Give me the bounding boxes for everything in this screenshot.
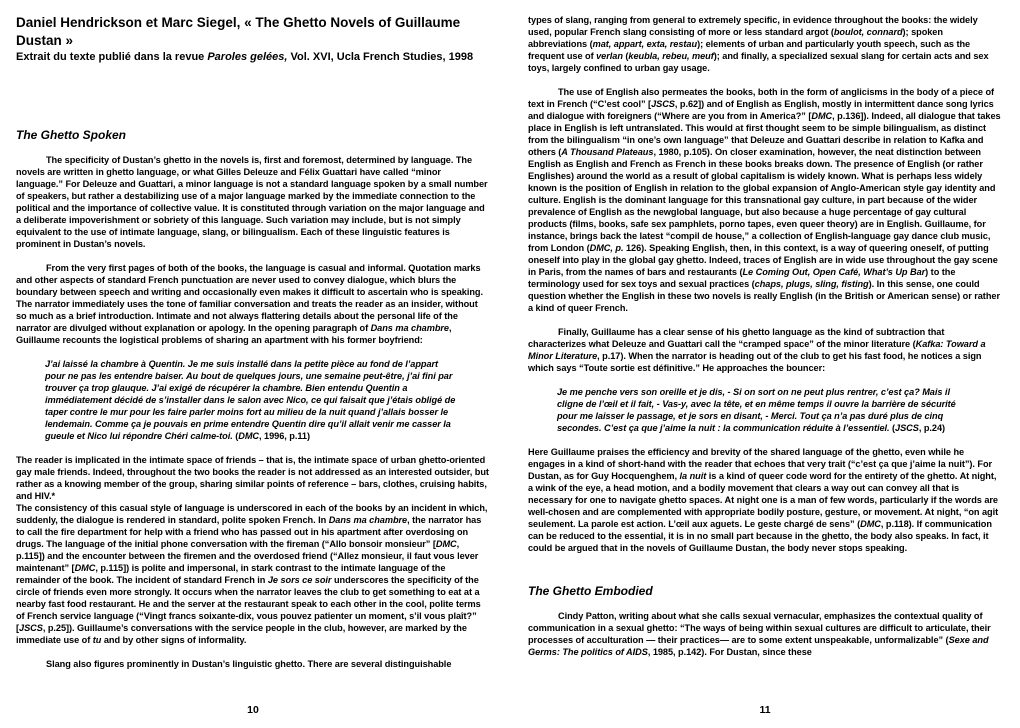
- text-segment: is a kind of queer code word for the entirety of the ghetto. At night, a wink of the eye, a head motion, and a bodily movement that clears a way out can convey all that is necessary for one to navigate ghetto spaces. At night one is a man of few words, particularly if the words are well-chosen and are complemented with appropriate bodily posture, gesture, or movement. At night, “on agit seulement. La parole est action. L’œil aux aguets. Le geste chargé de sens” (: [528, 471, 999, 529]
- italic-text: JSCS: [19, 623, 43, 633]
- page-number-right: 11: [759, 704, 771, 716]
- italic-text: la nuit: [679, 471, 707, 481]
- page-right: [528, 14, 1002, 722]
- italic-text: boulot, connard: [833, 27, 903, 37]
- text-segment: ) to the terminology used for sex toys and sexual practices (: [528, 267, 956, 289]
- text-segment: From the very first pages of both of the books, the language is casual and informal. Quotation marks and other aspects of standard French punctuation are never used to convey dialogue, which blurs the boundary between speech and writing and occasionally even makes it difficult to ascertain who is speaking. The narrator immediately uses the tone of familiar conversation and treats the reader as an insider, without so much as a brief introduction. Intimate and not always flattering details about the personal life of the narrator are divulged without explanation or apology. In the opening paragraph of: [16, 263, 483, 333]
- text-segment: and by other signs of informality.: [101, 635, 247, 645]
- page-number-left: 10: [247, 704, 259, 716]
- text-segment: , 1996, p.11): [259, 431, 310, 441]
- section-heading: [528, 584, 1002, 598]
- text-segment: Vol. XVI, Ucla French Studies, 1998: [287, 51, 474, 63]
- document-title: Daniel Hendrickson et Marc Siegel, « The Ghetto Novels of Guillaume Dustan »: [16, 15, 461, 48]
- paragraph: [528, 86, 1002, 314]
- text-segment: Cindy Patton, writing about what she calls sexual vernacular, emphasizes the contextual quality of communication in a sexual ghetto: “The ways of being within sexual cultures are difficult to articulate, their processes of acculturation — their practices— are to some extent unspeakable, unformalizable” (: [528, 611, 991, 645]
- italic-text: Dans ma chambre: [370, 323, 449, 333]
- text-segment: The specificity of Dustan’s ghetto in the novels is, first and foremost, determined by language. The novels are written in ghetto language, or what Gilles Deleuze and Félix Guattari have called “minor language.” For Deleuze and Guattari, a minor language is not a standard language spoken by a small number of speakers, but rather a destabilizing use of a major language marked by the immediate connection to the political and the importance of collective value. It is constituted through variation on the major language and a deliberate impoverishment or sobriety of this language. Such variation may include, but is not simply equivalent to the use of intimate language, slang, or bilingualism. Each of these linguistic features is prominent in Dustan’s novels.: [16, 155, 488, 249]
- text-segment: The Ghetto Spoken: [16, 128, 127, 142]
- text-segment: ). In this sense, one could question whether the English in these two novels is really English (in the British or American sense) or rather a kind of queer French.: [528, 279, 1000, 313]
- paragraph: [528, 14, 1002, 74]
- italic-text: tu: [92, 635, 102, 645]
- paragraph: [16, 454, 490, 502]
- section-heading: [16, 128, 490, 142]
- text-segment: (: [235, 431, 239, 441]
- text-segment: The consistency of this casual style of language is underscored in each of the books by an incident in which, suddenly, the dialogue is rendered in standard, polite spoken French. In: [16, 503, 488, 525]
- text-segment: types of slang, ranging from general to extremely specific, in evidence throughout the books: the widely used, popular French slang consisting of more or less standard argot (: [528, 15, 978, 37]
- page-right-content: [528, 14, 1002, 658]
- text-segment: , p.25]). Guillaume’s conversations with the service people in the club, however, are marked by the immediate use of: [16, 623, 467, 645]
- text-segment: Je me penche vers son oreille et je dis, - Si on sort on ne peut plus rentrer, c’est ça? Mais il cligne de l’œil et il fait, - Vas-y, avec la tête, et en même temps il ouvre la barrière de sécurité pour me laisser le passage, et je sors en disant, - Merci. Tout ça n’a pas duré plus de cinq secondes. C’est ça que j’aime la nuit : la communication réduite à l’essentiel.: [557, 387, 956, 433]
- text-segment: Finally, Guillaume has a clear sense of his ghetto language as the kind of subtraction that characterizes what Deleuze and Guattari call the “cramped space” of the minor literature (: [528, 327, 945, 349]
- text-segment: DMC: [238, 431, 260, 441]
- text-segment: Here Guillaume praises the efficiency and brevity of the shared language of the ghetto, even while he engages in a kind of short-hand with the reader that echoes that very trait (“c’est ça que j’aime la nuit”). For Dustan, as for Guy Hocquenghem,: [528, 447, 993, 481]
- text-segment: , p.136]). Indeed, all dialogue that takes place in English is left untranslated. This would at first thought seem to be simple bilingualism, as distinct from the bilingualism “in one’s own language” that Deleuze and Guattari describe in relation to Kafka and others (: [528, 111, 1001, 157]
- paragraph: [528, 610, 1002, 658]
- text-segment: The reader is implicated in the intimate space of friends – that is, the intimate space of urban ghetto-oriented gay male friends. Indeed, throughout the two books the reader is not addressed as an interested outsider, but rather as a knowing member of the group, sharing similar points of reference – bars, clothes, cruising habits, and HIV.*: [16, 455, 489, 501]
- italic-text: DMC: [435, 539, 457, 549]
- italic-text: Paroles gelées,: [207, 51, 288, 63]
- text-segment: ); elements of urban and particularly youth speech, such as the frequent use of: [528, 39, 971, 61]
- text-segment: JSCS: [895, 423, 919, 433]
- paragraph: [16, 154, 490, 250]
- italic-text: keubla, rebeu, meuf: [628, 51, 714, 61]
- italic-text: A Thousand Plateaus: [561, 147, 654, 157]
- italic-text: verlan: [596, 51, 623, 61]
- block-quote: [45, 358, 460, 442]
- text-segment: The use of English also permeates the books, both in the form of anglicisms in the body of a piece of text in French (“C’est cool” [: [528, 87, 995, 109]
- paragraph: [528, 326, 1002, 374]
- italic-text: DMC: [811, 111, 833, 121]
- page-header: [16, 14, 490, 65]
- italic-text: DMC: [74, 563, 96, 573]
- italic-text: Dans ma chambre: [328, 515, 408, 525]
- italic-text: mat, appart, exta, restau: [592, 39, 698, 49]
- italic-text: Le Coming Out, Open Café, What’s Up Bar: [742, 267, 926, 277]
- italic-text: JSCS: [651, 99, 675, 109]
- italic-text: DMC, p.: [589, 243, 624, 253]
- page-left: [16, 14, 490, 722]
- text-segment: , the narrator has to call the fire department for help with a friend who has passed out in his apartment after overdosing on drugs. The language of the initial phone conversation with the fireman (“Allo bonsoir monsieur” [: [16, 515, 482, 549]
- text-segment: , p.17). When the narrator is heading out of the club to get his fast food, he notices a sign which says “Toute sortie est définitive.” He approaches the bouncer:: [528, 351, 982, 373]
- text-segment: ); spoken abbreviations (: [528, 27, 943, 49]
- text-segment: underscores the specificity of the circle of friends even more strongly. It occurs when the narrator leaves the club to get something to eat at a nearby fast food restaurant. He and the server at the restaurant speak to each other in the cool, polite terms of French service language (“Vingt francs soixante-dix, vous pouvez patienter un moment, s’il vous plaît?” [: [16, 575, 481, 633]
- text-segment: Slang also figures prominently in Dustan’s linguistic ghetto. There are several distinguishable: [46, 659, 452, 669]
- text-segment: 126). Speaking English, then, in this context, is a way of queering oneself, of putting oneself into play in the global gay ghetto. Indeed, traces of English are in wide use throughout the gay scene in Paris, from the names of bars and restaurants (: [528, 243, 998, 277]
- paragraph: [528, 446, 1002, 554]
- italic-text: Kafka: Toward a Minor Literature: [528, 339, 986, 361]
- italic-text: Sexe and Germs: The politics of AIDS: [528, 635, 989, 657]
- paragraph: [16, 502, 490, 646]
- text-segment: , 1980, p.105). On closer examination, however, the neat distinction between English as English and French as French in these books breaks down. The presence of English (or rather Englishes) around the world as a result of global capitalism is widely known. What is perhaps less widely known is the position of English in relation to the global expansion of Anglo-American style gay identity and culture. English is the dominant language for this transnational gay culture, in part because of the wider prevalence of English as the newglobal language, but also because a huge percentage of gay cultural products (films, books, safe sex pamphlets, porno tapes, even queer theory) are in English. Guillaume, for instance, brings back the latest “compil de house,” a collection of English-language gay dance club music, from London (: [528, 147, 996, 253]
- document-subtitle: [16, 50, 490, 65]
- italic-text: chaps, plugs, sling, fisting: [754, 279, 869, 289]
- text-segment: Extrait du texte publié dans la revue: [16, 51, 208, 63]
- text-segment: , 1985, p.142). For Dustan, since these: [647, 647, 812, 657]
- text-segment: , p.118). If communication can be reduced to the essential, it is in no small part because in the ghetto, the body also speaks. In fact, it could be argued that in the novels of Guillaume Dustan, the body never stops speaking.: [528, 519, 992, 553]
- text-segment: (: [892, 423, 896, 433]
- italic-text: DMC: [860, 519, 881, 529]
- text-segment: , Guillaume recounts the logistical problems of sharing an apartment with his former boyfriend:: [16, 323, 452, 345]
- page-left-content: [16, 128, 490, 670]
- text-segment: , p.62]) and of English as English, mostly in intermittent dance song lyrics and dialogue with foreigners (“Where are you from in America?” [: [528, 99, 994, 121]
- text-segment: , p.115]) is polite and impersonal, in stark contrast to the intimate language of the remainder of the book. The incident of standard French in: [16, 563, 446, 585]
- paragraph: [16, 658, 490, 670]
- text-segment: (: [622, 51, 629, 61]
- text-segment: ); and finally, a specialized sexual slang for certain acts and sex toys, largely confined to urban gay usage.: [528, 51, 989, 73]
- block-quote: [557, 386, 972, 434]
- paragraph: [16, 262, 490, 346]
- text-segment: , p.115]) and the encounter between the firemen and the overdosed friend (“Allez monsieur, il faut vous lever maintenant” [: [16, 539, 479, 573]
- text-segment: , p.24): [918, 423, 946, 433]
- text-segment: J’ai laissé la chambre à Quentin. Je me suis installé dans la petite pièce au fond de l’appart pour ne pas les entendre baiser. Au bout de quelques jours, une semaine peut-être, j’ai fini par trouver ça trop glauque. J’ai exigé de récupérer la chambre. Bien entendu Quentin a immédiatement décidé de s’installer dans le salon avec Nico, ce qui faisait que j’étais obligé de taper contre le mur pour les faire parler moins fort au milieu de la nuit quand j’allais bosser le lendemain. Comme ça je pouvais en prime entendre Quentin dire qu’il allait venir me casser la gueule et Nico lui répondre Chéri calme-toi.: [45, 359, 456, 441]
- italic-text: Je sors ce soir: [267, 575, 332, 585]
- text-segment: The Ghetto Embodied: [528, 584, 653, 598]
